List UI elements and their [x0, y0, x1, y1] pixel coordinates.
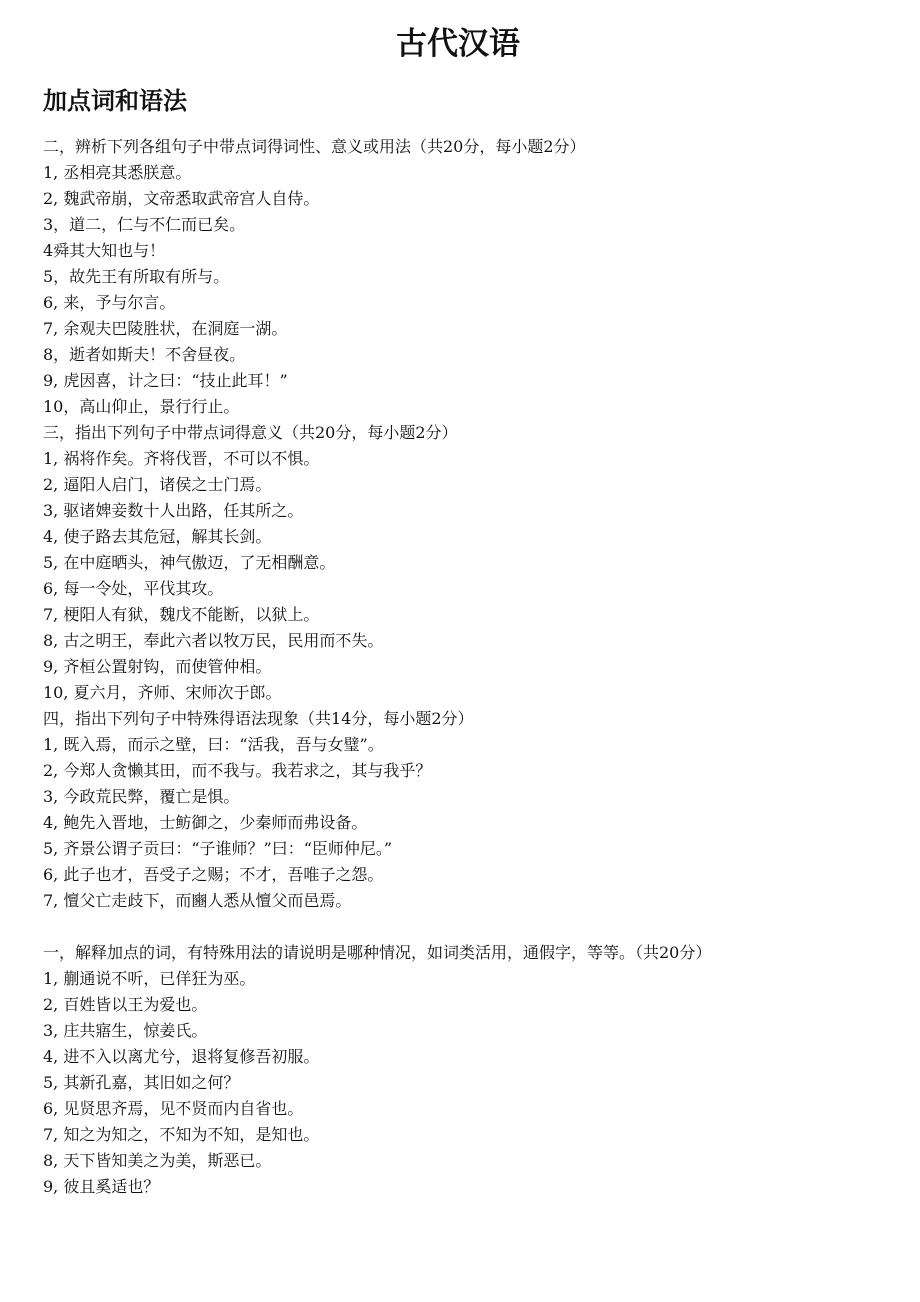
question-item: 1, 蒯通说不听，已佯狂为巫。: [43, 969, 256, 988]
question-item: 7, 知之为知之，不知为不知，是知也。: [43, 1125, 320, 1144]
document-subtitle: 加点词和语法: [43, 87, 187, 115]
question-item: 9, 彼且奚适也？: [43, 1177, 160, 1196]
question-item: 2, 魏武帝崩，文帝悉取武帝宫人自侍。: [43, 189, 320, 208]
section-spacer: [43, 914, 803, 940]
section-heading: 一，解释加点的词，有特殊用法的请说明是哪种情况，如词类活用，通假字，等等。（共20分）: [43, 943, 712, 962]
question-item: 4舜其大知也与！: [43, 241, 166, 260]
question-item: 2, 今郑人贪懒其田，而不我与。我若求之，其与我乎？: [43, 761, 432, 780]
question-item: 5, 齐景公谓子贡曰：“子谁师？”曰：“臣师仲尼。”: [43, 839, 393, 858]
question-item: 1, 既入焉，而示之壁，曰：“活我，吾与女璧”。: [43, 735, 384, 754]
question-item: 7, 梗阳人有狱，魏戊不能断，以狱上。: [43, 605, 320, 624]
section-three: [43, 420, 803, 706]
question-item: 7, 憻父亡走歧下，而豳人悉从憻父而邑焉。: [43, 891, 352, 910]
question-item: 5，故先王有所取有所与。: [43, 267, 230, 286]
question-item: 4, 鲍先入晋地，士鲂御之，少秦师而弗设备。: [43, 813, 368, 832]
question-item: 8，逝者如斯夫！不舍昼夜。: [43, 345, 246, 364]
section-four: [43, 706, 803, 914]
question-item: 3, 庄共寤生，惊姜氏。: [43, 1021, 208, 1040]
question-item: 8, 天下皆知美之为美，斯恶已。: [43, 1151, 272, 1170]
question-item: 9, 虎因喜，计之曰：“技止此耳！”: [43, 371, 288, 390]
question-item: 4, 进不入以离尤兮，退将复修吾初服。: [43, 1047, 320, 1066]
question-item: 2, 逼阳人启门，诸侯之士门焉。: [43, 475, 272, 494]
question-item: 6, 每一令处，平伐其攻。: [43, 579, 224, 598]
question-item: 5, 其新孔嘉，其旧如之何？: [43, 1073, 240, 1092]
question-item: 10，高山仰止，景行行止。: [43, 397, 240, 416]
question-item: 3, 今政荒民弊，覆亡是惧。: [43, 787, 240, 806]
question-item: 6, 见贤思齐焉，见不贤而内自省也。: [43, 1099, 304, 1118]
question-item: 3，道二，仁与不仁而已矣。: [43, 215, 246, 234]
document-body: [43, 134, 803, 1200]
document-title: 古代汉语: [396, 26, 520, 62]
question-item: 10, 夏六月，齐师、宋师次于郎。: [43, 683, 282, 702]
section-heading: 三，指出下列句子中带点词得意义（共20分，每小题2分）: [43, 423, 458, 442]
section-heading: 二，辨析下列各组句子中带点词得词性、意义或用法（共20分，每小题2分）: [43, 137, 586, 156]
question-item: 9, 齐桓公置射钩，而使管仲相。: [43, 657, 272, 676]
question-item: 1, 祸将作矣。齐将伐晋，不可以不惧。: [43, 449, 320, 468]
question-item: 3, 驱诸婢妾数十人出路，任其所之。: [43, 501, 304, 520]
question-item: 4, 使子路去其危冠，解其长剑。: [43, 527, 272, 546]
question-item: 6, 此子也才，吾受子之赐；不才，吾唯子之怨。: [43, 865, 384, 884]
question-item: 6, 来，予与尔言。: [43, 293, 176, 312]
question-item: 2, 百姓皆以王为爱也。: [43, 995, 208, 1014]
question-item: 8, 古之明王，奉此六者以牧万民，民用而不失。: [43, 631, 384, 650]
section-two: [43, 134, 803, 420]
section-heading: 四，指出下列句子中特殊得语法现象（共14分，每小题2分）: [43, 709, 474, 728]
question-item: 1, 丞相亮其悉朕意。: [43, 163, 192, 182]
section-one: [43, 940, 803, 1200]
question-item: 7, 余观夫巴陵胜状，在洞庭一湖。: [43, 319, 288, 338]
question-item: 5, 在中庭晒头，神气傲迈，了无相酬意。: [43, 553, 336, 572]
